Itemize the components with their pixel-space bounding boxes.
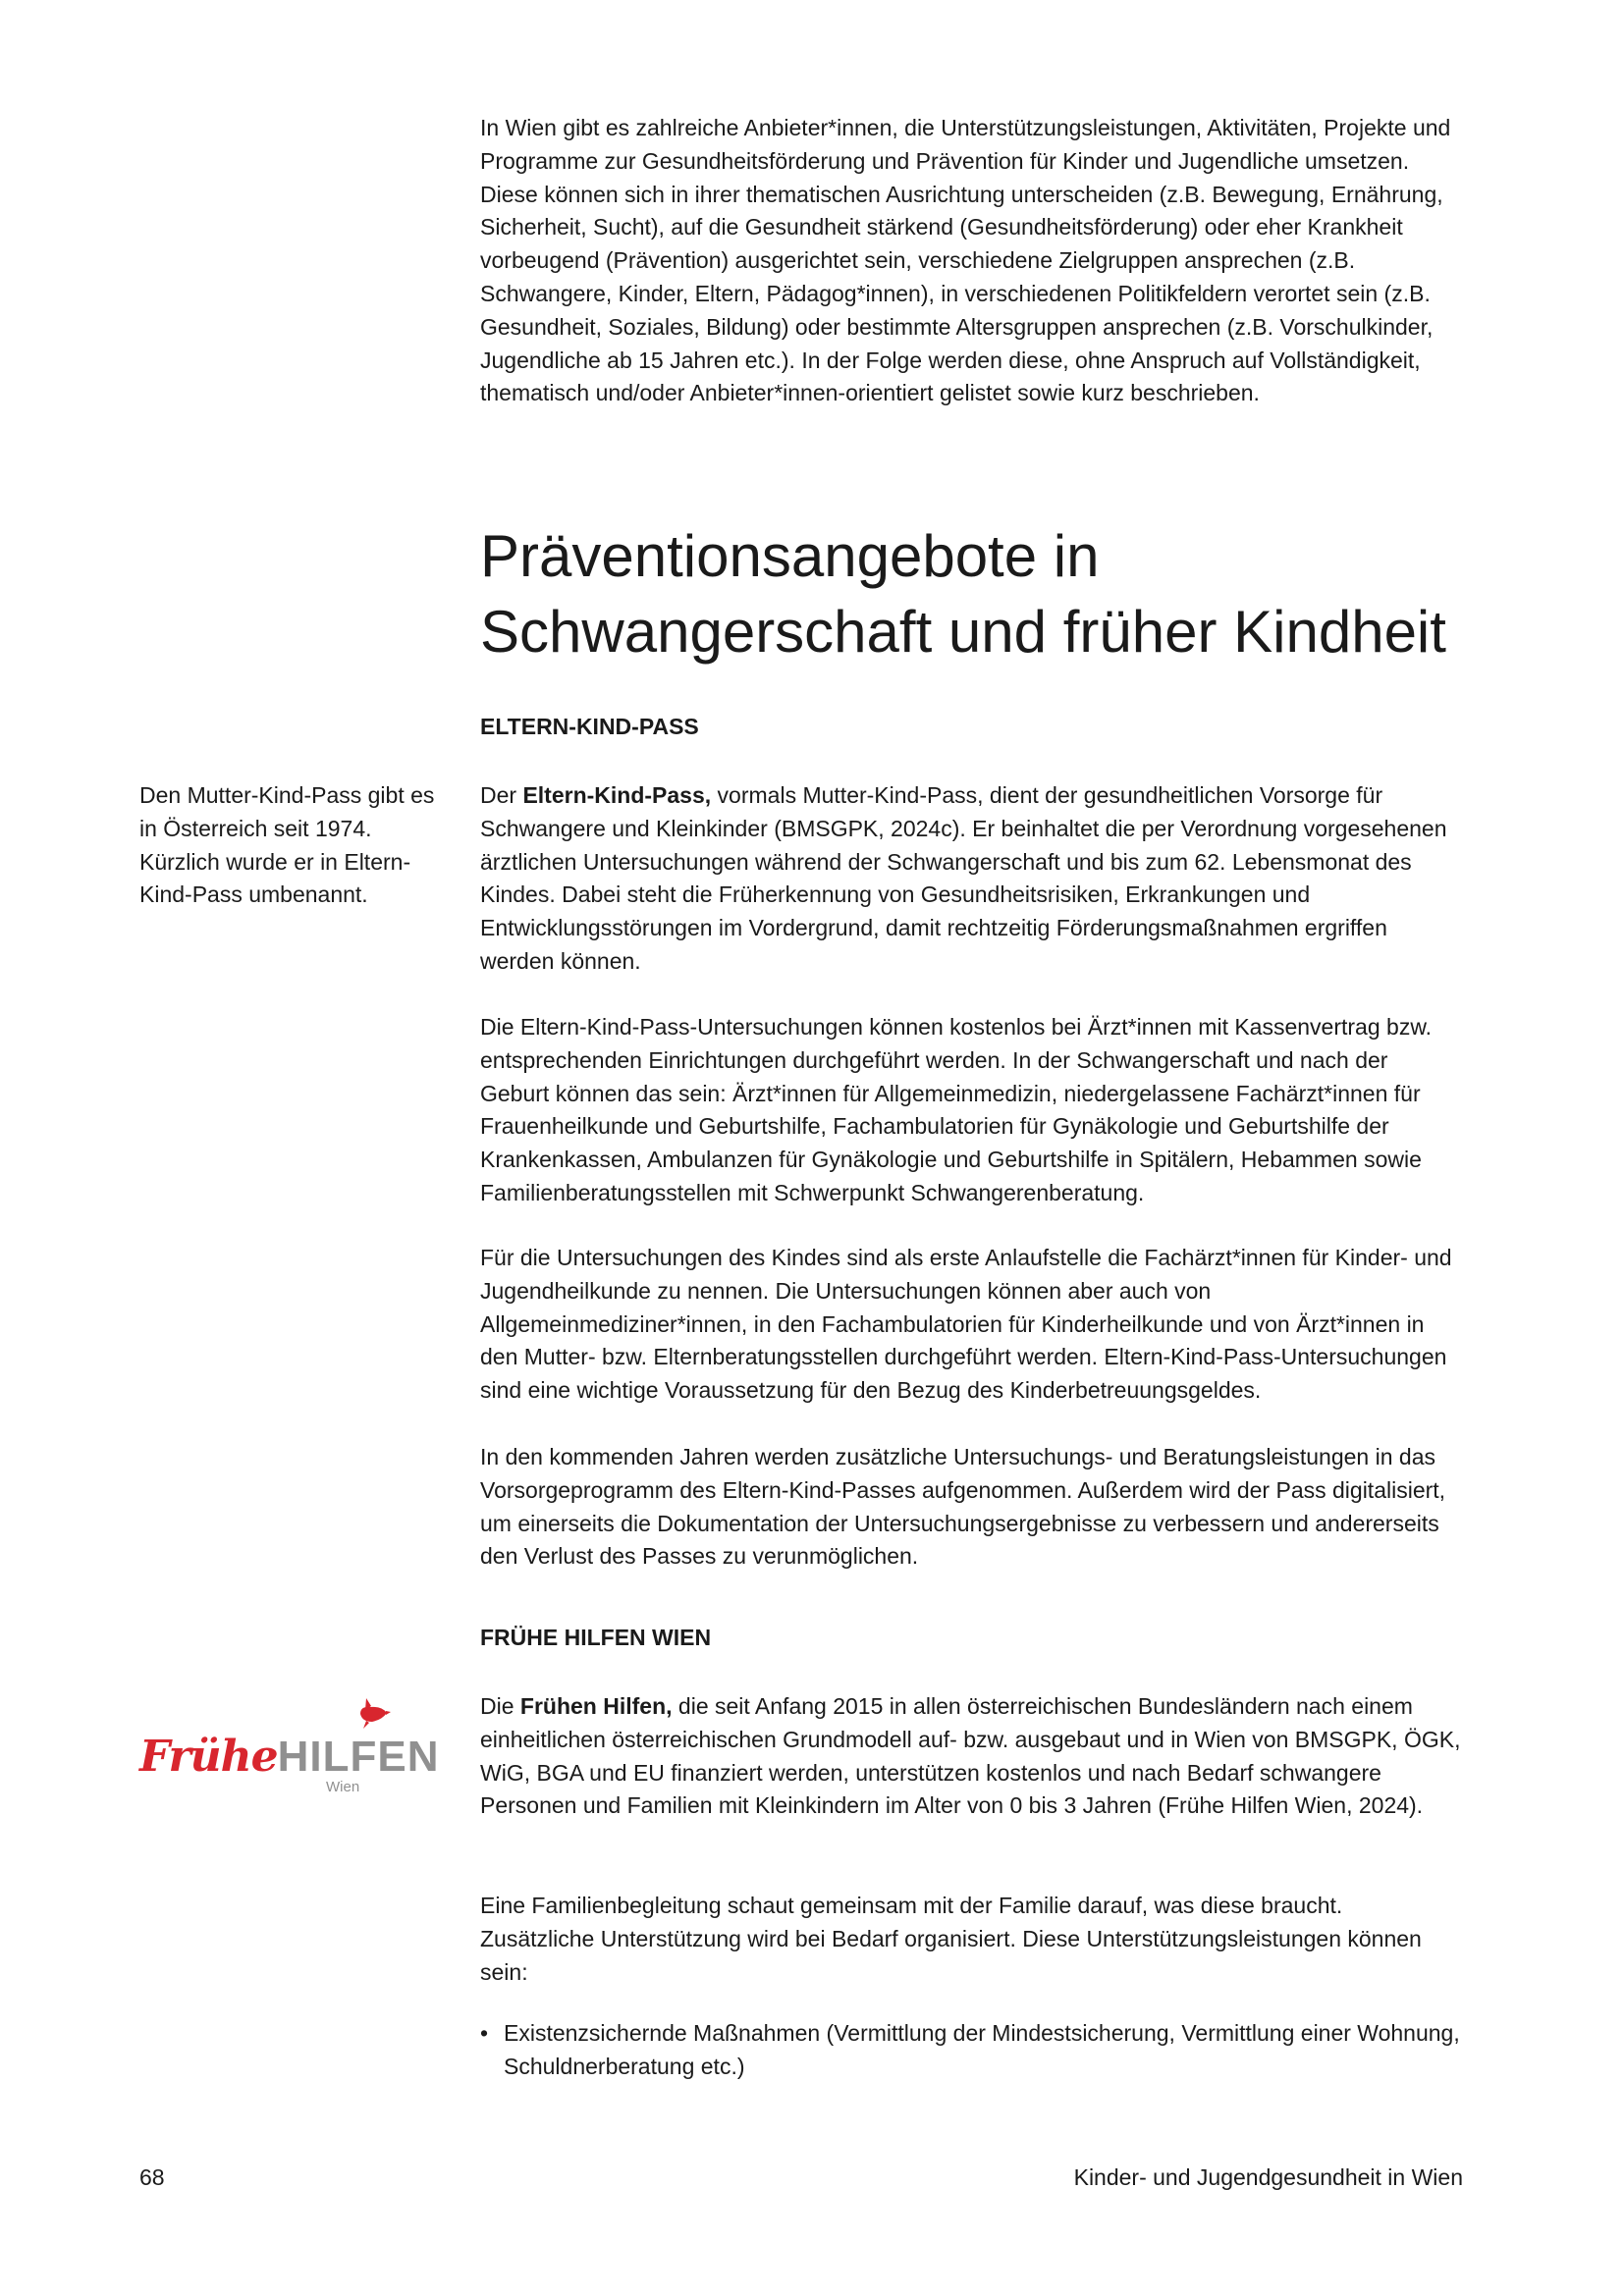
fhw-paragraph-2: Eine Familienbegleitung schaut gemeinsam mit der Familie darauf, was diese braucht. Zusätzliche Unterstützung wird bei Bedarf organisiert. Diese Unterstützungsleistungen können sein: (480, 1893, 1422, 1985)
fruehe-hilfen-logo (139, 1696, 440, 1795)
page-number: 68 (139, 2164, 165, 2190)
ekp-bold-term: Eltern-Kind-Pass, (522, 782, 712, 808)
ekp-paragraph-1: Der Eltern-Kind-Pass, vormals Mutter-Kind-Pass, dient der gesundheitlichen Vorsorge für Schwangere und Kleinkinder (BMSGPK, 2024c). Er beinhaltet die per Verordnung vorgesehenen ärztlichen Untersuchungen während der Schwangerschaft und bis zum 62. Lebensmonat des Kindes. Dabei steht die Früherkennung von Gesundheitsrisiken, Erkrankungen und Entwicklungsstörungen im Vordergrund, damit rechtzeitig Förderungsmaßnahmen ergriffen werden können. (480, 782, 1447, 974)
fruehe-hilfen-title: FRÜHE HILFEN WIEN (480, 1625, 712, 1650)
fhw-paragraph-1: Die Frühen Hilfen, die seit Anfang 2015 in allen österreichischen Bundesländern nach einem einheitlichen österreichischen Grundmodell auf- bzw. ausgebaut und in Wien von BMSGPK, ÖGK, WiG, BGA und EU finanziert werden, unterstützen kostenlos und nach Bedarf schwangere Personen und Familien mit Kleinkindern im Alter von 0 bis 3 Jahren (Frühe Hilfen Wien, 2024). (480, 1693, 1461, 1819)
bullet-item: • Existenzsichernde Maßnahmen (Vermittlung der Mindestsicherung, Vermittlung einer Wohnung, Schuldnerberatung etc.) (480, 2017, 1486, 2084)
intro-paragraph: In Wien gibt es zahlreiche Anbieter*innen, die Unterstützungsleistungen, Aktivitäten, Projekte und Programme zur Gesundheitsförderung und Prävention für Kinder und Jugendliche umsetzen. Diese können sich in ihrer thematischen Ausrichtung unterscheiden (z.B. Bewegung, Ernährung, Sicherheit, Sucht), auf die Gesundheit stärkend (Gesundheitsförderung) oder eher Krankheit vorbeugend (Prävention) ausgerichtet sein, verschiedene Zielgruppen ansprechen (z.B. Schwangere, Kinder, Eltern, Pädagog*innen), in verschiedenen Politikfeldern verortet sein (z.B. Gesundheit, Soziales, Bildung) oder bestimmte Altersgruppen ansprechen (z.B. Vorschulkinder, Jugendliche ab 15 Jahren etc.). In der Folge werden diese, ohne Anspruch auf Vollständigkeit, thematisch und/oder Anbieter*innen-orientiert gelistet sowie kurz beschrieben. (480, 115, 1451, 406)
margin-note: Den Mutter-Kind-Pass gibt es in Österreich seit 1974. Kürzlich wurde er in Eltern-Kind-Pass umbenannt. (139, 782, 435, 908)
logo-hilfen-text: HILFEN (277, 1733, 440, 1781)
fhw-bold-term: Frühen Hilfen, (519, 1693, 673, 1719)
logo-fruehe-text: Frühe (139, 1732, 278, 1782)
ekp-paragraph-3: Für die Untersuchungen des Kindes sind als erste Anlaufstelle die Fachärzt*innen für Kinder- und Jugendheilkunde zu nennen. Die Untersuchungen können aber auch von Allgemeinmediziner*innen, in den Fachambulatorien für Kinderheilkunde und von Ärzt*innen in den Mutter- bzw. Elternberatungsstellen durchgeführt werden. Eltern-Kind-Pass-Untersuchungen sind eine wichtige Voraussetzung für den Bezug des Kinderbetreuungsgeldes. (480, 1245, 1452, 1404)
ekp-paragraph-4: In den kommenden Jahren werden zusätzliche Untersuchungs- und Beratungsleistungen in das Vorsorgeprogramm des Eltern-Kind-Passes aufgenommen. Außerdem wird der Pass digitalisiert, um einerseits die Dokumentation der Untersuchungsergebnisse zu verbessern und andererseits den Verlust des Passes zu verunmöglichen. (480, 1444, 1446, 1570)
section-heading: Präventionsangebote in Schwangerschaft und früher Kindheit (480, 523, 1446, 665)
bullet-dot: • (480, 2020, 489, 2046)
ekp-paragraph-2: Die Eltern-Kind-Pass-Untersuchungen können kostenlos bei Ärzt*innen mit Kassenvertrag bzw. entsprechenden Einrichtungen durchgeführt werden. In der Schwangerschaft und nach der Geburt können das sein: Ärzt*innen für Allgemeinmedizin, niedergelassene Fachärzt*innen für Frauenheilkunde und Geburtshilfe, Fachambulatorien für Gynäkologie und Geburtshilfe der Krankenkassen, Ambulanzen für Gynäkologie und Geburtshilfe in Spitälern, Hebammen sowie Familienberatungsstellen mit Schwerpunkt Schwangerenberatung. (480, 1014, 1433, 1205)
footer-title: Kinder- und Jugendgesundheit in Wien (1073, 2164, 1463, 2190)
logo-wien-text: Wien (326, 1779, 360, 1795)
eltern-kind-pass-title: ELTERN-KIND-PASS (480, 714, 699, 739)
bird-icon (352, 1696, 392, 1735)
